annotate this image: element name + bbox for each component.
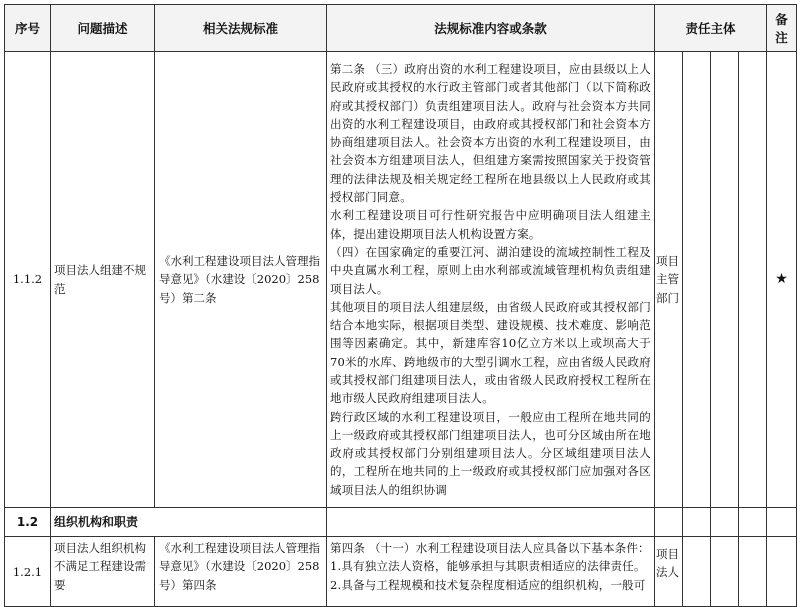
section-empty-cell bbox=[711, 508, 739, 537]
regulation-reference: 《水利工程建设项目法人管理指导意见》（水建设〔2020〕258号）第二条 bbox=[155, 52, 327, 508]
issue-description: 项目法人组织机构不满足工程建设需要 bbox=[51, 537, 155, 607]
responsible-cell bbox=[683, 52, 711, 508]
header-row bbox=[5, 5, 797, 52]
clause-paragraph: （四）在国家确定的重要江河、湖泊建设的流域控制性工程及中央直属水利工程，原则上由水利部或流域管理机构负责组建项目法人。 bbox=[330, 244, 651, 296]
table-row bbox=[5, 52, 797, 508]
section-empty-cell bbox=[655, 508, 683, 537]
star-remark: ★ bbox=[767, 52, 797, 508]
clause-paragraph: 第二条 （三）政府出资的水利工程建设项目，应由县级以上人民政府或其授权的水行政主管部门或者其他部门（以下简称政府或其授权部门）负责组建项目法人。政府与社会资本方共同出资的水利工程建设项目，由政府或其授权部门和社会资本方协商组建项目法人。社会资本方出资的水利工程建设项目，由社会资本方组建项目法人，但组建方案需按照国家关于投资管理的法律法规及相关规定经工程所在地县级以上人民政府或其授权部门同意。 bbox=[330, 61, 651, 205]
header-responsible: 责任主体 bbox=[655, 5, 767, 52]
row-number: 1.1.2 bbox=[5, 52, 51, 508]
responsible-party: 项目主管部门 bbox=[655, 52, 683, 508]
clause-paragraph: 第四条 （十一）水利工程建设项目法人应具备以下基本条件： bbox=[330, 541, 650, 555]
regulation-reference: 《水利工程建设项目法人管理指导意见》（水建设〔2020〕258号）第四条 bbox=[155, 537, 327, 607]
clause-paragraph: 水利工程建设项目可行性研究报告中应明确项目法人组建主体，提出建设期项目法人机构设置方案。 bbox=[330, 208, 651, 241]
responsible-party: 项目法人 bbox=[655, 537, 683, 607]
responsible-cell bbox=[739, 52, 767, 508]
clause-paragraph: 其他项目的项目法人组建层级，由省级人民政府或其授权部门结合本地实际，根据项目类型、建设规模、技术难度、影响范围等因素确定。其中，新建库容10亿立方米以上或坝高大于70米的水库、跨地级市的大型引调水工程，应由省级人民政府或其授权部门组建项目法人，或由省级人民政府授权工程所在地市级人民政府组建项目法人。 bbox=[330, 299, 651, 406]
table-row bbox=[5, 537, 797, 607]
remark-cell bbox=[767, 537, 797, 607]
row-number: 1.2.1 bbox=[5, 537, 51, 607]
regulation-table bbox=[4, 4, 797, 607]
clause-content bbox=[327, 52, 655, 508]
responsible-cell bbox=[683, 537, 711, 607]
section-title: 组织机构和职责 bbox=[51, 508, 327, 537]
clause-paragraph: 跨行政区域的水利工程建设项目，一般应由工程所在地共同的上一级政府或其授权部门组建项目法人，也可分区域由所在地政府或其授权部门分别组建项目法人。分区域组建项目法人的，工程所在地共同的上一级政府或其授权部门应加强对各区域项目法人的组织协调 bbox=[330, 409, 651, 497]
clause-paragraph: 1.具有独立法人资格，能够承担与其职责相适应的法律责任。 bbox=[330, 559, 646, 574]
clause-paragraph: 2.具备与工程规模和技术复杂程度相适应的组织机构，一般可 bbox=[330, 577, 646, 592]
section-empty-cell bbox=[767, 508, 797, 537]
responsible-cell bbox=[711, 52, 739, 508]
section-empty-cell bbox=[739, 508, 767, 537]
clause-content bbox=[327, 537, 655, 607]
section-empty-cell bbox=[683, 508, 711, 537]
responsible-cell bbox=[739, 537, 767, 607]
header-content: 法规标准内容或条款 bbox=[327, 5, 655, 52]
section-number: 1.2 bbox=[5, 508, 51, 537]
header-remark: 备注 bbox=[767, 5, 797, 52]
section-empty-cell bbox=[327, 508, 655, 537]
header-regulation: 相关法规标准 bbox=[155, 5, 327, 52]
section-row bbox=[5, 508, 797, 537]
issue-description: 项目法人组建不规范 bbox=[51, 52, 155, 508]
header-no: 序号 bbox=[5, 5, 51, 52]
header-issue: 问题描述 bbox=[51, 5, 155, 52]
responsible-cell bbox=[711, 537, 739, 607]
